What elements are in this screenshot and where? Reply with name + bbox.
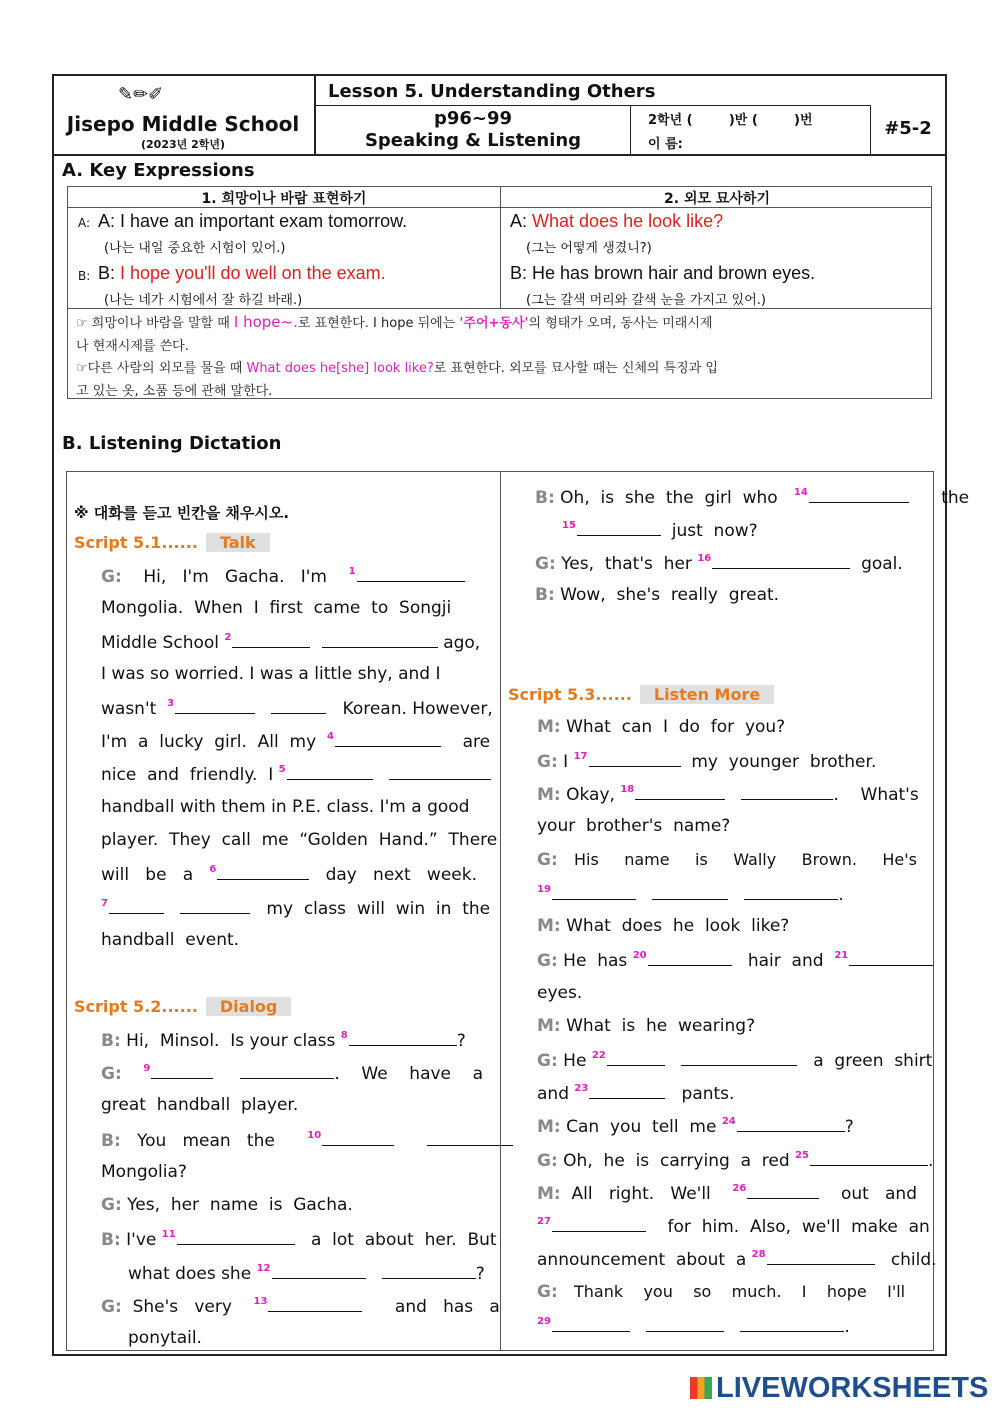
blank-19b[interactable] <box>652 883 728 900</box>
c2-a-speaker: A: <box>510 211 528 231</box>
note-look-like: ☞다른 사람의 외모를 물을 때 What does he[she] look like?로 표현한다. 외모를 묘사할 때는 신체의 특징과 입 고 있는 옷, 소품 등에 관해 말한다. <box>76 361 718 399</box>
blank-8[interactable] <box>349 1029 457 1046</box>
blank-19c[interactable] <box>744 883 838 900</box>
script-5-1-label: Script 5.1...... Talk <box>74 533 270 552</box>
c1-b-sentence: I hope you'll do well on the exam. <box>120 263 386 283</box>
blank-14[interactable] <box>809 486 909 503</box>
blank-16[interactable] <box>712 552 850 569</box>
c1-b-label: B: <box>78 269 91 283</box>
blank-22a[interactable] <box>607 1049 665 1066</box>
speaker-g: G: <box>101 567 122 587</box>
c2-a-sentence: What does he look like? <box>532 211 724 231</box>
script-5-2-label: Script 5.2...... Dialog <box>74 997 291 1016</box>
blank-12b[interactable] <box>382 1262 476 1279</box>
c1-a-translation: (나는 내일 중요한 시험이 있어.) <box>104 241 286 256</box>
key-expressions-table <box>67 186 932 399</box>
blank-18b[interactable] <box>741 783 833 800</box>
blank-3b[interactable] <box>271 697 326 714</box>
blank-23[interactable] <box>589 1082 665 1099</box>
col2-header: 2. 외모 묘사하기 <box>664 191 770 207</box>
c1-b-speaker: B: <box>98 263 116 283</box>
blank-17[interactable] <box>589 750 681 767</box>
blank-19a[interactable] <box>552 883 636 900</box>
blank-7a[interactable] <box>109 897 164 914</box>
blank-27[interactable] <box>552 1215 646 1232</box>
blank-2b[interactable] <box>322 631 438 648</box>
col1-header: 1. 희망이나 바람 표현하기 <box>201 191 367 207</box>
logo-icon <box>690 1377 712 1399</box>
instruction: ※ 대화를 듣고 빈칸을 채우시오. <box>74 504 290 522</box>
header-vline-2 <box>630 105 631 154</box>
table-note-line <box>68 308 931 309</box>
blank-10a[interactable] <box>322 1129 394 1146</box>
c2-b-translation: (그는 갈색 머리와 갈색 눈을 가지고 있어.) <box>526 293 766 308</box>
script-5-3-label: Script 5.3...... Listen More <box>508 685 774 704</box>
blank-25[interactable] <box>810 1149 928 1166</box>
lesson-title: Lesson 5. Understanding Others <box>328 81 656 102</box>
blank-29b[interactable] <box>646 1315 724 1332</box>
school-name: Jisepo Middle School <box>66 112 300 136</box>
blank-21[interactable] <box>849 949 933 966</box>
script-5-1-tag: Talk <box>206 533 270 552</box>
student-name-field[interactable]: 이 름: <box>648 137 683 152</box>
blank-15[interactable] <box>577 519 661 536</box>
section-a-title: A. Key Expressions <box>62 160 255 181</box>
blank-7b[interactable] <box>180 897 250 914</box>
blank-9b[interactable] <box>240 1062 334 1079</box>
blank-1[interactable] <box>357 565 465 582</box>
c1-a-label: A: <box>78 216 91 230</box>
blank-24[interactable] <box>737 1115 845 1132</box>
blank-2a[interactable] <box>232 631 310 648</box>
c2-b-sentence: B: He has brown hair and brown eyes. <box>510 263 816 283</box>
blank-22b[interactable] <box>681 1049 797 1066</box>
pencil-icon: ✎✏✐ <box>118 84 164 105</box>
header-hline <box>314 105 870 106</box>
page-range: p96~99 <box>433 108 513 129</box>
worksheet-code: #5-2 <box>884 118 932 139</box>
liveworksheets-logo: LIVEWORKSHEETS <box>690 1372 988 1405</box>
dictation-divider <box>500 472 501 1350</box>
blank-18a[interactable] <box>635 783 725 800</box>
blank-9a[interactable] <box>151 1062 213 1079</box>
script-5-2-tag: Dialog <box>206 997 292 1016</box>
header-divider <box>52 154 947 156</box>
note-hope: ☞ 희망이나 바람을 말할 때 I hope~.로 표현한다. I hope 뒤에는 '주어+동사'의 형태가 오며, 동사는 미래시제 나 현재시제를 쓴다. <box>76 313 713 354</box>
blank-4[interactable] <box>335 730 441 747</box>
blank-20[interactable] <box>648 949 732 966</box>
blank-29c[interactable] <box>740 1315 844 1332</box>
blank-12a[interactable] <box>272 1262 366 1279</box>
blank-5b[interactable] <box>389 763 491 780</box>
blank-3a[interactable] <box>175 697 255 714</box>
blank-26[interactable] <box>747 1182 819 1199</box>
script-5-3-tag: Listen More <box>640 685 774 704</box>
blank-6[interactable] <box>217 863 309 880</box>
blank-5a[interactable] <box>287 763 373 780</box>
header-vline-3 <box>870 105 871 154</box>
section-b-title: B. Listening Dictation <box>62 433 282 454</box>
section-name: Speaking & Listening <box>364 130 582 151</box>
c1-a-sentence: A: I have an important exam tomorrow. <box>98 211 408 231</box>
class-number-field[interactable]: 2학년 ( )반 ( )번 <box>648 113 813 128</box>
c1-b-translation: (나는 네가 시험에서 잘 하길 바래.) <box>104 293 303 308</box>
blank-11[interactable] <box>177 1228 295 1245</box>
blank-10b[interactable] <box>427 1129 513 1146</box>
blank-13[interactable] <box>268 1295 362 1312</box>
blank-28[interactable] <box>767 1248 875 1265</box>
school-year: (2023년 2학년) <box>140 138 226 151</box>
c2-a-translation: (그는 어떻게 생겼니?) <box>526 241 652 256</box>
blank-29a[interactable] <box>552 1315 630 1332</box>
